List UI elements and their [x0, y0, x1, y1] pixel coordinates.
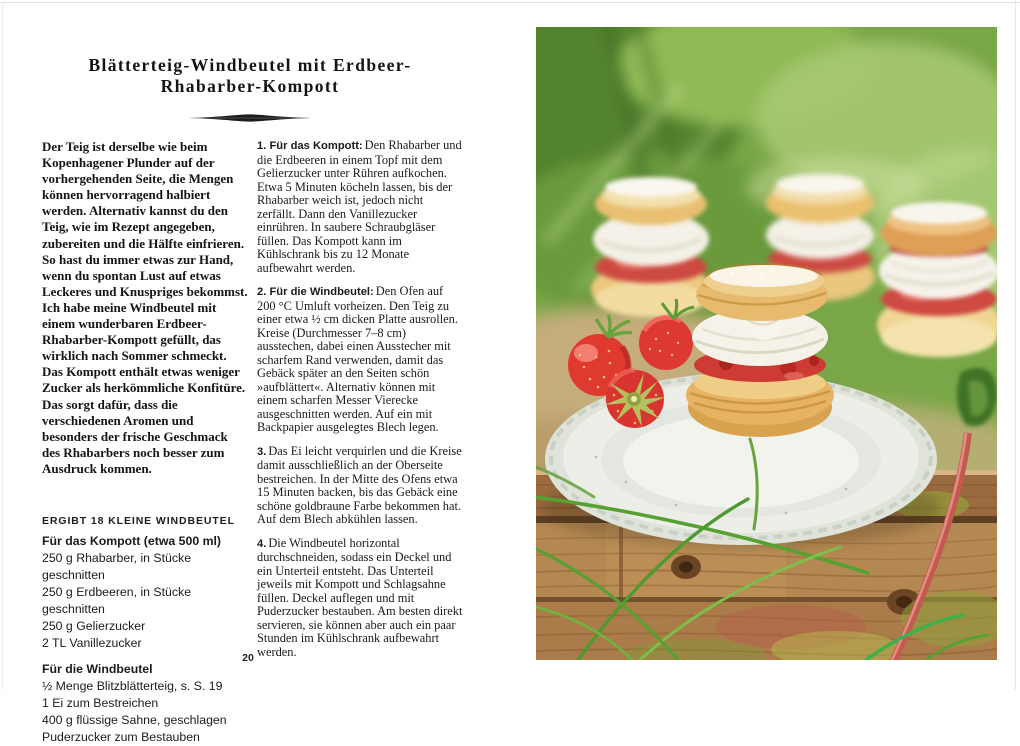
ingredient-item: 250 g Rhabarber, in Stücke geschnitten: [42, 550, 192, 582]
ingredient-item: 1 Ei zum Bestreichen: [42, 695, 159, 710]
step-1: [257, 139, 464, 275]
step-4-label: 4.: [257, 537, 267, 550]
step-2: [257, 285, 464, 435]
ingredient-item: 400 g flüssige Sahne, geschlagen: [42, 712, 227, 727]
page-edge-top: [0, 2, 1020, 3]
step-3: [257, 445, 464, 527]
ingredient-item: 250 g Erdbeeren, in Stücke geschnitten: [42, 584, 192, 616]
divider-ornament-icon: [190, 113, 310, 123]
recipe-photo: [536, 27, 997, 660]
ingredient-item: ½ Menge Blitzblätterteig, s. S. 19: [42, 678, 223, 693]
cream-puff-back-left: [591, 177, 711, 317]
step-4-text: Die Windbeutel horizontal durchschneiden, sodass ein Deckel und ein Unterteil entsteht. Das Unterteil jeweils mit Kompott und Schlagsahne füllen. Deckel auflegen und mit Puderzucker bestauben. Am besten direkt servieren, sie können aber auch ein paar Stunden im Kühlschrank aufbewahrt werden.: [257, 535, 463, 659]
step-3-text: Das Ei leicht verquirlen und die Kreise damit ausschließlich an der Oberseite bestreichen. In der Mitte des Ofens etwa 15 Minuten backen, bis das Gebäck eine schöne goldbraune Farbe bekommen hat. Auf dem Blech abkühlen lassen.: [257, 443, 462, 526]
step-4: [257, 537, 464, 660]
recipe-title-line1: Blätterteig-Windbeutel mit Erdbeer-: [88, 55, 412, 75]
step-1-label: 1. Für das Kompott:: [257, 140, 363, 152]
recipe-title-line2: Rhabarber-Kompott: [160, 76, 340, 96]
ingredient-item: Puderzucker zum Bestauben: [42, 729, 200, 744]
ingredients-windbeutel: [42, 661, 249, 746]
powdered-sugar: [710, 265, 818, 287]
page-edge-left: [2, 2, 3, 690]
page-edge-right: [1015, 0, 1016, 690]
right-column: [257, 139, 464, 669]
cream-puff-right: [877, 202, 997, 357]
page-number: 20: [242, 652, 254, 664]
yield-line: ERGIBT 18 KLEINE WINDBEUTEL: [42, 514, 235, 527]
step-1-text: Den Rhabarber und die Erdbeeren in einem Topf mit dem Gelierzucker unter Rühren aufkochen. Etwa 5 Minuten köcheln lassen, bis der Rhabarber weich ist, jedoch nicht zerfällt. Dann den Vanillezucker einrühren. In saubere Schraubgläser füllen. Das Kompott kann im Kühlschrank bis zu 12 Monate aufbewahrt werden.: [257, 138, 462, 275]
cream-puff-front: [686, 264, 834, 437]
ingredient-item: 2 TL Vanillezucker: [42, 635, 142, 650]
step-3-label: 3.: [257, 445, 267, 458]
title-divider: [40, 110, 460, 128]
ingredients-kompott: [42, 533, 249, 652]
step-2-label: 2. Für die Windbeutel:: [257, 286, 374, 298]
recipe-title: [40, 55, 460, 97]
recipe-photo-illustration: [536, 27, 997, 660]
ingredients-windbeutel-title: Für die Windbeutel: [42, 661, 153, 676]
intro-paragraph: Der Teig ist derselbe wie beim Kopenhagener Plunder auf der vorhergehenden Seite, die Mengen können hervorragend halbiert werden. Alternativ kannst du den Teig, wie im Rezept angegeben, zubereiten und die Hälfte einfrieren. So hast du immer etwas zur Hand, wenn du spontan Lust auf etwas Leckeres und Knuspriges bekommst. Ich habe meine Windbeutel mit einem wunderbaren Erdbeer-Rhabarber-Kompott gefüllt, das wirklich nach Sommer schmeckt. Das Kompott enthält etwas weniger Zucker als herkömmliche Konfitüre. Das sorgt dafür, dass die verschiedenen Aromen und besonders der frische Geschmack des Rhabarbers noch besser zum Ausdruck kommen.: [42, 139, 248, 476]
ingredient-item: 250 g Gelierzucker: [42, 618, 146, 633]
ingredients-kompott-title: Für das Kompott (etwa 500 ml): [42, 533, 222, 548]
step-2-text: Den Ofen auf 200 °C Umluft vorheizen. Den Teig zu einer etwa ½ cm dicken Platte ausrollen. Kreise (Durchmesser 7–8 cm) ausstechen, dabei einen Ausstecher mit scharfem Rand verwenden, damit das Gebäck später an den Seiten schön »aufblättert«. Alternativ können mit einem scharfen Messer Vierecke ausgeschnitten werden. Auf ein mit Backpapier ausgelegtes Blech legen.: [257, 284, 458, 434]
